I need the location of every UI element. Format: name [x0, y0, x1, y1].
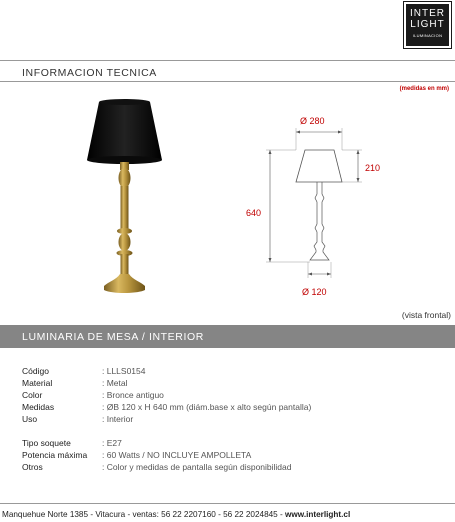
lamp-stem-1 [121, 186, 129, 230]
lamp-base [104, 274, 145, 293]
spec-label: Color [22, 390, 43, 400]
footer-separator: - [88, 510, 96, 519]
spec-value: : Color y medidas de pantalla según disponibilidad [102, 462, 292, 472]
drawing-shade [296, 150, 342, 182]
footer-divider [0, 503, 455, 504]
footer-separator: - [125, 510, 133, 519]
section-title: INFORMACION TECNICA [22, 67, 157, 79]
lamp-photo [82, 96, 172, 301]
base-diameter-label: Ø 120 [302, 287, 327, 297]
logo-line-3: ILUMINACION [412, 33, 443, 38]
title-underline [0, 81, 455, 82]
footer-separator: - [277, 510, 286, 519]
footer-sales-phone: ventas: 56 22 2207160 [132, 510, 216, 519]
spec-value: : Bronce antiguo [102, 390, 164, 400]
spec-value: : 60 Watts / NO INCLUYE AMPOLLETA [102, 450, 252, 460]
product-category-band [0, 325, 455, 348]
spec-label: Medidas [22, 402, 55, 412]
logo-line-2: LIGHT [410, 19, 445, 30]
spec-label: Potencia máxima [22, 450, 88, 460]
spec-label: Uso [22, 414, 38, 424]
logo-line-1: INTER [410, 8, 445, 19]
spec-label: Otros [22, 462, 43, 472]
lamp-knob-2 [119, 233, 131, 251]
footer-address: Manquehue Norte 1385 [2, 510, 89, 519]
spec-value: : Interior [102, 414, 134, 424]
shade-height-label: 210 [365, 163, 380, 173]
shade-diameter-label: Ø 280 [300, 116, 325, 126]
spec-label: Tipo soquete [22, 438, 71, 448]
total-height-label: 640 [246, 208, 262, 218]
units-note: (medidas en mm) [399, 86, 449, 92]
spec-label: Código [22, 366, 49, 376]
dimension-drawing [240, 112, 380, 302]
lamp-stem-2 [121, 254, 129, 274]
brand-logo [404, 2, 451, 48]
drawing-stem [310, 182, 329, 260]
footer-separator: - [215, 510, 224, 519]
footer-city: Vitacura [95, 510, 126, 519]
spec-value: : LLLS0154 [102, 366, 146, 376]
view-note: (vista frontal) [401, 310, 451, 320]
product-category-label: LUMINARIA DE MESA / INTERIOR [22, 331, 204, 343]
footer-contact [2, 510, 350, 519]
top-divider [0, 60, 455, 61]
lamp-shade [87, 102, 162, 160]
lamp-shade-top [99, 99, 150, 105]
spec-value: : ØB 120 x H 640 mm (diám.base x alto según pantalla) [102, 402, 312, 412]
lamp-knob-1 [119, 168, 131, 188]
spec-label: Material [22, 378, 53, 388]
footer-phone-2: 56 22 2024845 [223, 510, 278, 519]
spec-value: : E27 [102, 438, 122, 448]
footer-website-link[interactable]: www.interlight.cl [285, 510, 351, 519]
spec-value: : Metal [102, 378, 128, 388]
